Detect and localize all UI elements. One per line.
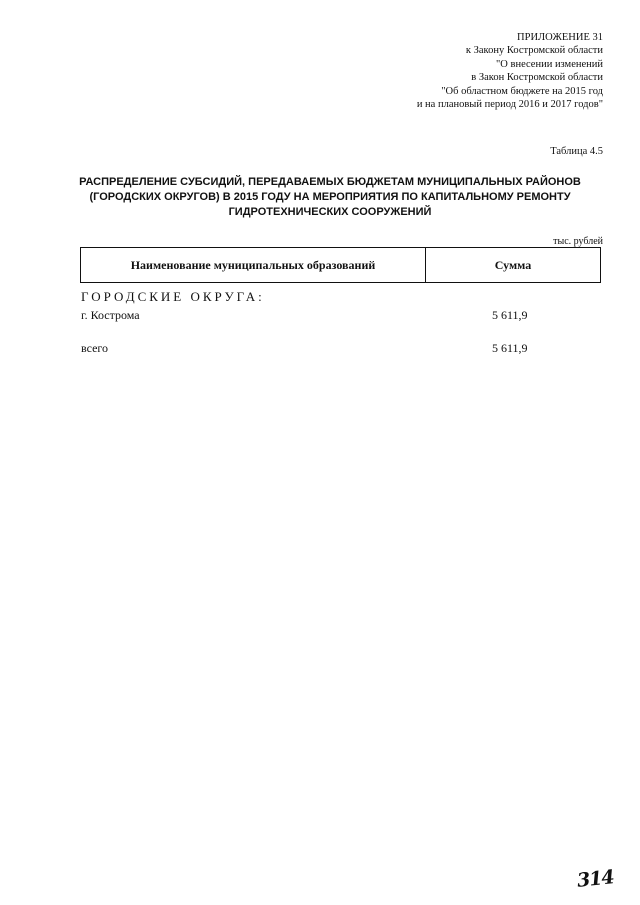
document-title — [70, 175, 590, 220]
table-number: Таблица 4.5 — [550, 146, 603, 157]
title-line: РАСПРЕДЕЛЕНИЕ СУБСИДИЙ, ПЕРЕДАВАЕМЫХ БЮДЖЕТАМ МУНИЦИПАЛЬНЫХ РАЙОНОВ — [79, 176, 581, 188]
row-sum: 5 611,9 — [492, 308, 528, 322]
appendix-line: в Закон Костромской области — [471, 72, 603, 84]
appendix-line: ПРИЛОЖЕНИЕ 31 — [517, 32, 603, 43]
total-sum: 5 611,9 — [492, 341, 528, 355]
appendix-line: и на плановый период 2016 и 2017 годов" — [416, 99, 603, 111]
appendix-line: "О внесении изменений — [496, 58, 603, 70]
page-number: 314 — [576, 866, 616, 892]
appendix-line: "Об областном бюджете на 2015 год — [441, 85, 603, 97]
table-header — [80, 247, 601, 283]
column-header-name: Наименование муниципальных образований — [81, 248, 426, 282]
appendix-header — [417, 31, 603, 111]
units-label: тыс. рублей — [553, 236, 603, 247]
column-header-sum: Сумма — [494, 257, 532, 272]
row-name: г. Кострома — [81, 308, 140, 322]
section-heading: ГОРОДСКИЕ ОКРУГА: — [81, 289, 265, 304]
total-label: всего — [81, 341, 109, 355]
appendix-line: к Закону Костромской области — [465, 45, 603, 57]
title-line: (ГОРОДСКИХ ОКРУГОВ) В 2015 ГОДУ НА МЕРОПРИЯТИЯ ПО КАПИТАЛЬНОМУ РЕМОНТУ — [89, 191, 571, 203]
title-line: ГИДРОТЕХНИЧЕСКИХ СООРУЖЕНИЙ — [228, 206, 432, 218]
